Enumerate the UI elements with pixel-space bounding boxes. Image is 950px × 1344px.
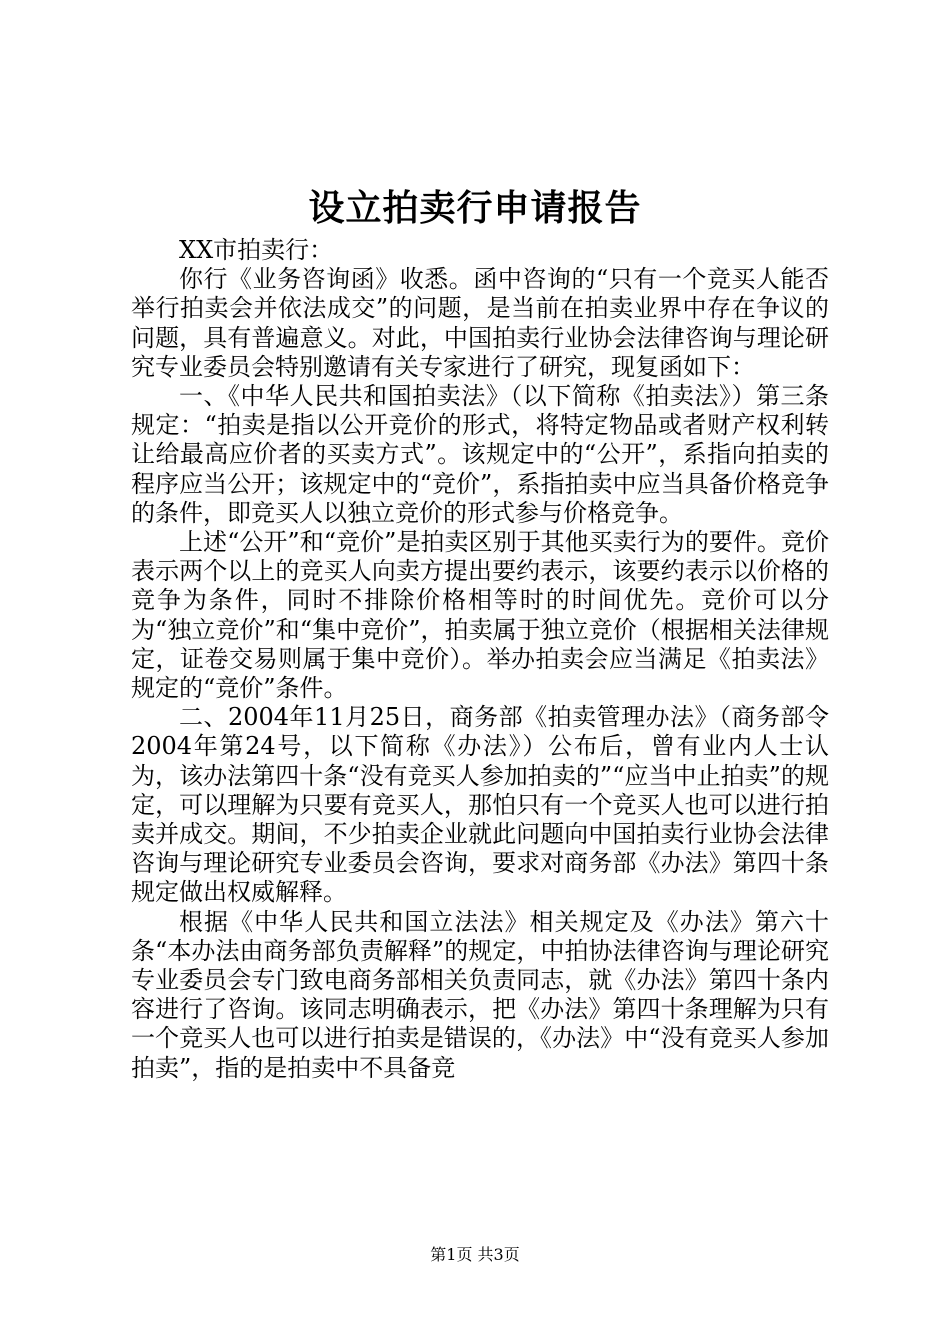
page-footer: 第1页 共3页 bbox=[430, 1245, 520, 1264]
paragraph-2: 一、《中华人民共和国拍卖法》（以下简称《拍卖法》）第三条规定：“拍卖是指以公开竞价的形式，将特定物品或者财产权利转让给最高应价者的买卖方式”。该规定中的“公开”，系指向拍卖的程序应当公开；该规定中的“竞价”，系指拍卖中应当具备价格竞争的条件，即竞买人以独立竞价的形式参与价格竞争。 bbox=[131, 382, 829, 527]
salutation: XX市拍卖行： bbox=[179, 236, 334, 264]
document-body bbox=[131, 236, 829, 1083]
paragraph-3: 上述“公开”和“竞价”是拍卖区别于其他买卖行为的要件。竞价表示两个以上的竞买人向卖方提出要约表示，该要约表示以价格的竞争为条件，同时不排除价格相等时的时间优先。竞价可以分为“独立竞价”和“集中竞价”，拍卖属于独立竞价（根据相关法律规定，证卷交易则属于集中竞价）。举办拍卖会应当满足《拍卖法》规定的“竞价”条件。 bbox=[131, 528, 829, 703]
document-title: 设立拍卖行申请报告 bbox=[308, 187, 642, 229]
paragraph-1: 你行《业务咨询函》收悉。函中咨询的“只有一个竞买人能否举行拍卖会并依法成交”的问题，是当前在拍卖业界中存在争议的问题，具有普遍意义。对此，中国拍卖行业协会法律咨询与理论研究专业委员会特别邀请有关专家进行了研究，现复函如下： bbox=[131, 265, 829, 381]
paragraph-5: 根据《中华人民共和国立法法》相关规定及《办法》第六十条“本办法由商务部负责解释”的规定，中拍协法律咨询与理论研究专业委员会专门致电商务部相关负责同志，就《办法》第四十条内容进行了咨询。该同志明确表示，把《办法》第四十条理解为只有一个竞买人也可以进行拍卖是错误的，《办法》中“没有竞买人参加拍卖”，指的是拍卖中不具备竞 bbox=[131, 907, 829, 1082]
paragraph-4: 二、2004年11月25日，商务部《拍卖管理办法》（商务部令2004年第24号，以下简称《办法》）公布后，曾有业内人士认为，该办法第四十条“没有竞买人参加拍卖的”“应当中止拍卖”的规定，可以理解为只要有竞买人，那怕只有一个竞买人也可以进行拍卖并成交。期间，不少拍卖企业就此问题向中国拍卖行业协会法律咨询与理论研究专业委员会咨询，要求对商务部《办法》第四十条规定做出权威解释。 bbox=[131, 703, 829, 907]
